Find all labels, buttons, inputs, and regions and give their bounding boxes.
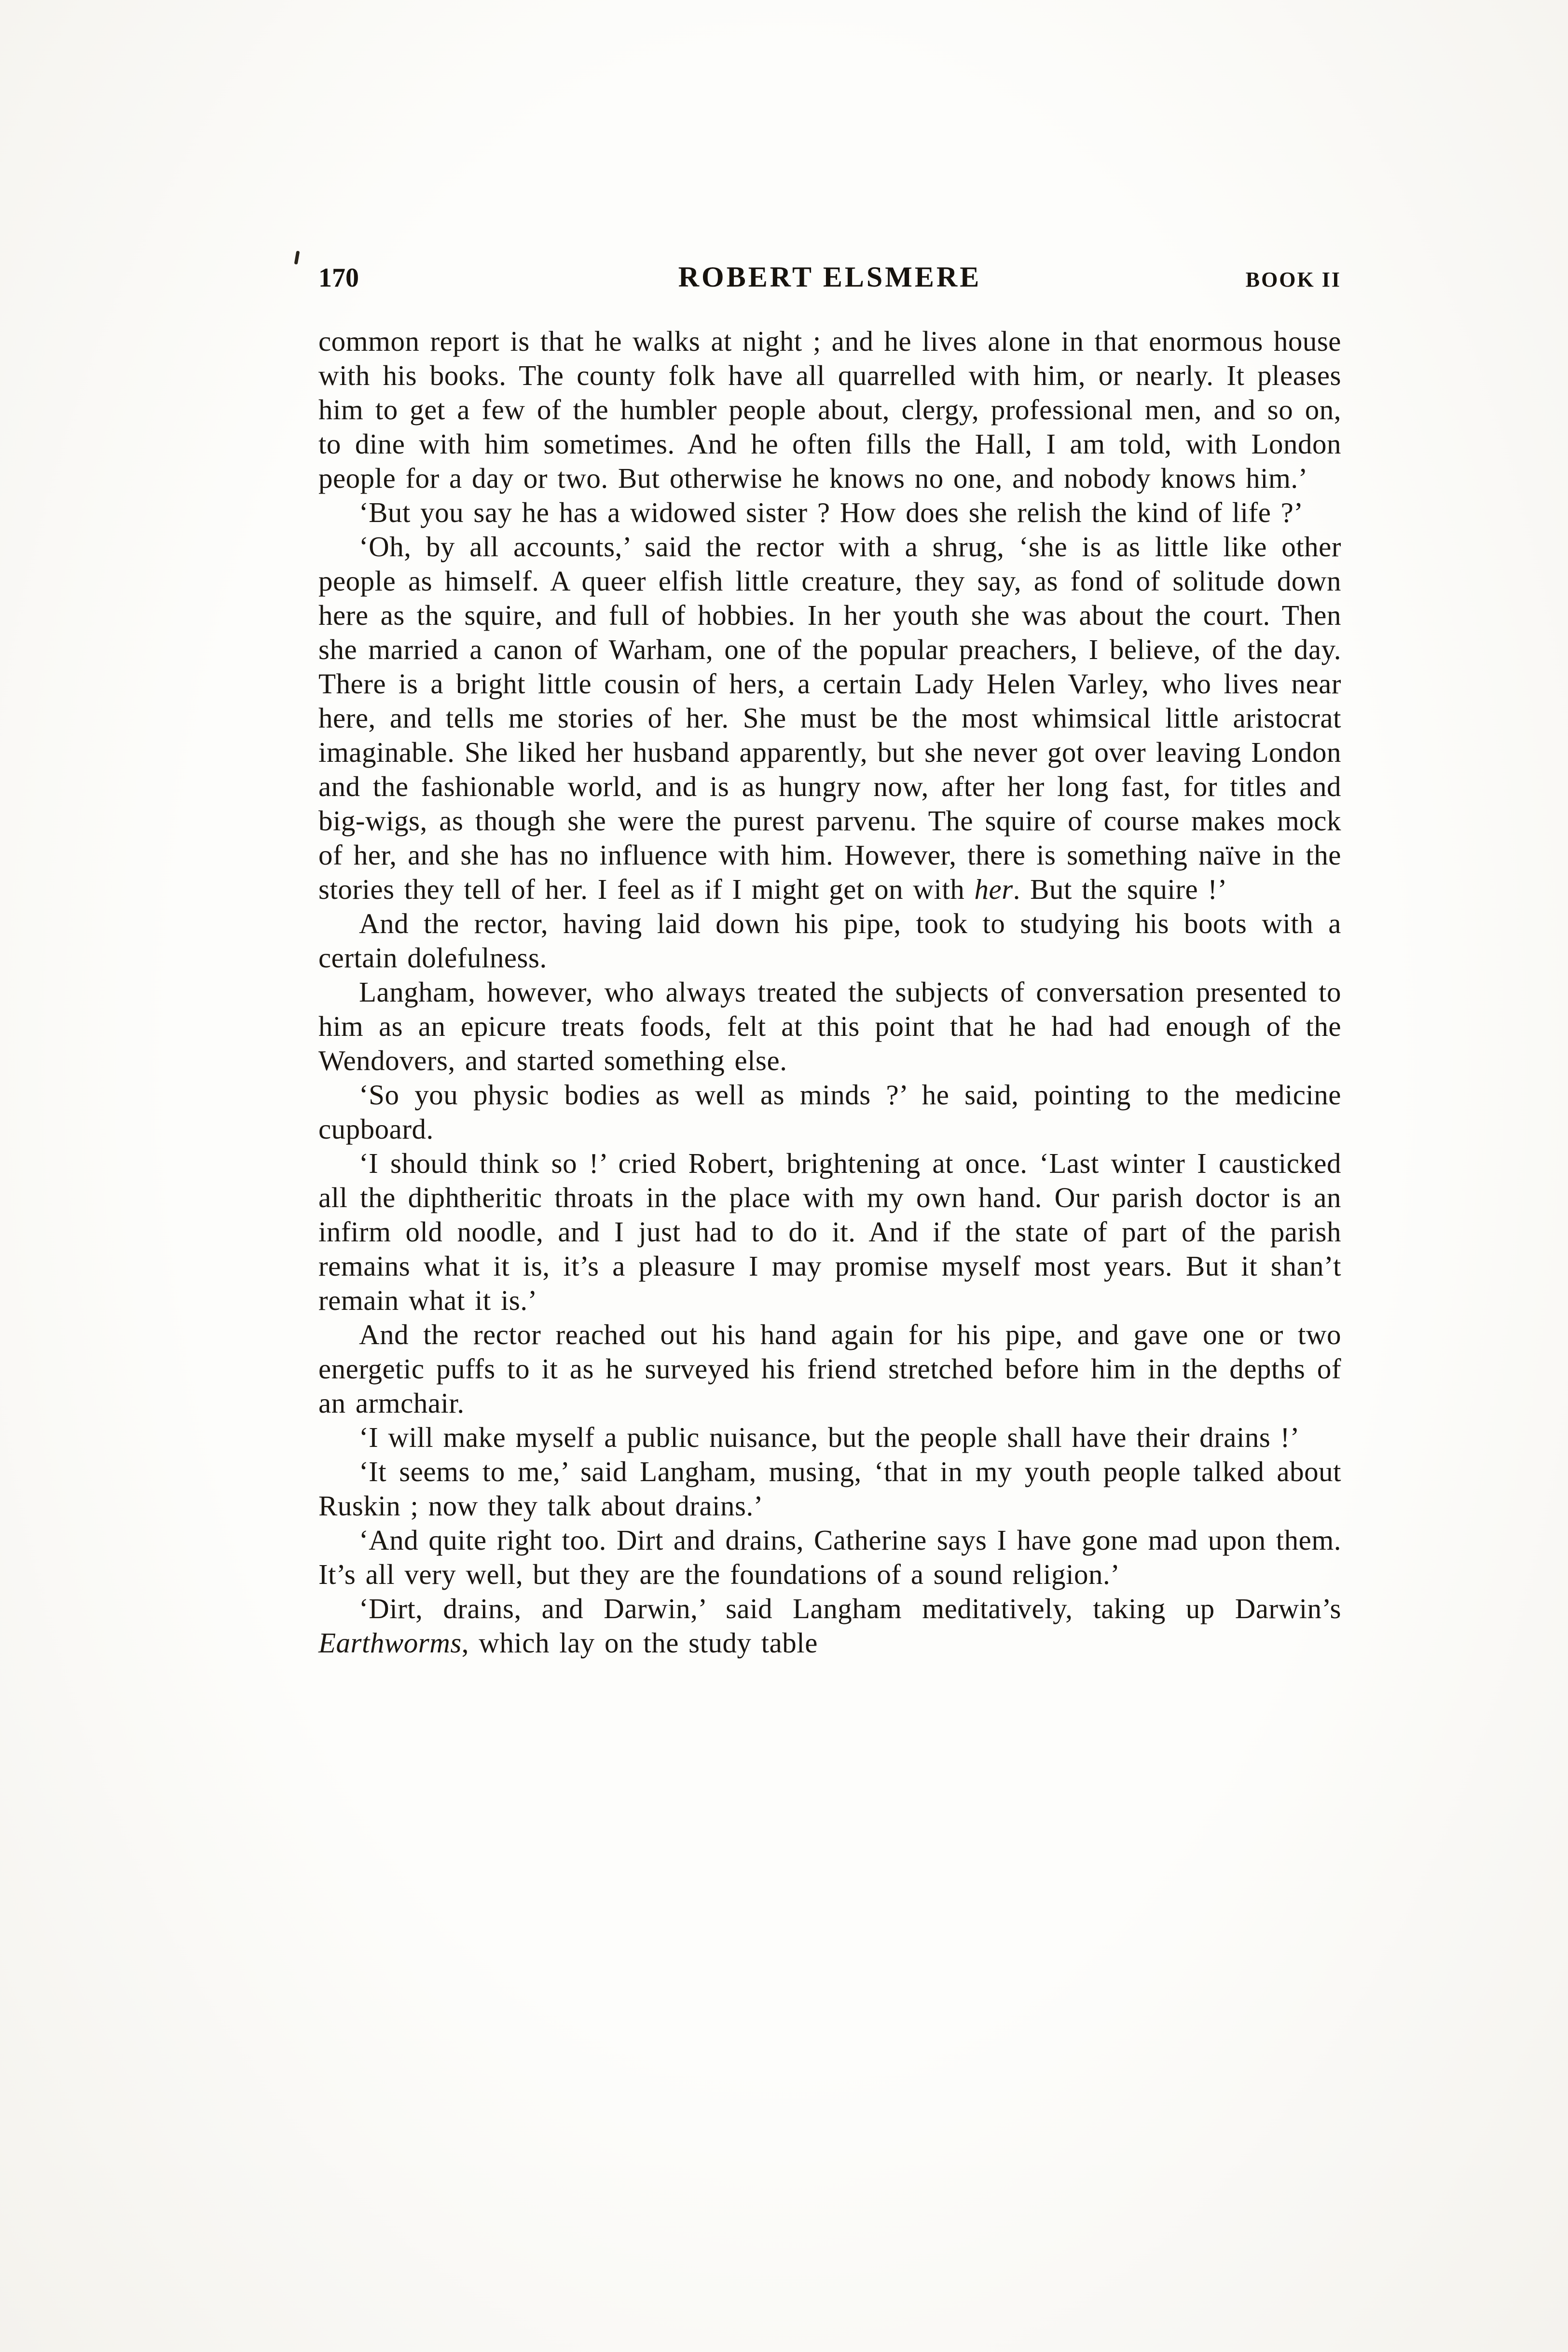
paragraph-text: ‘But you say he has a widowed sister ? How does she relish the kind of life ?’ bbox=[359, 496, 1304, 528]
paragraph-text: ‘Dirt, drains, and Darwin,’ said Langham meditatively, taking up Darwin’s bbox=[359, 1593, 1341, 1624]
paragraph bbox=[318, 975, 1341, 1078]
paragraph bbox=[318, 324, 1341, 495]
paragraph bbox=[318, 1592, 1341, 1660]
paragraph bbox=[318, 1146, 1341, 1318]
paragraph-text: , which lay on the study table bbox=[461, 1627, 818, 1659]
scan-artifact-mark bbox=[294, 251, 300, 265]
paragraph bbox=[318, 1318, 1341, 1420]
paragraph-text: ‘Oh, by all accounts,’ said the rector with a shrug, ‘she is as little like other people as himself. A queer elfish little creature, they say, as fond of solitude down here as the squire, and full of hobbies. In her youth she was about the court. Then she married a canon of Warham, one of the popular preachers, I believe, of the day. There is a bright little cousin of hers, a certain Lady Helen Varley, who lives near here, and tells me stories of her. She must be the most whimsical little aristocrat imaginable. She liked her husband apparently, but she never got over leaving London and the fashionable world, and is as hungry now, after her long fast, for titles and big-wigs, as though she were the purest parvenu. The squire of course makes mock of her, and she has no influence with him. However, there is something naïve in the stories they tell of her. I feel as if I might get on with bbox=[318, 531, 1341, 905]
page-body bbox=[318, 324, 1341, 1660]
paragraph-text: ‘And quite right too. Dirt and drains, Catherine says I have gone mad upon them. It’s all very well, but they are the foundations of a sound religion.’ bbox=[318, 1524, 1341, 1590]
paragraph-text: ‘It seems to me,’ said Langham, musing, ‘that in my youth people talked about Ruskin ; now they talk about drains.’ bbox=[318, 1456, 1341, 1522]
italic-text: Earthworms bbox=[318, 1627, 462, 1659]
paragraph bbox=[318, 1078, 1341, 1146]
paragraph-text: And the rector, having laid down his pipe, took to studying his boots with a certain dolefulness. bbox=[318, 908, 1341, 974]
page-number: 170 bbox=[318, 263, 359, 293]
italic-text: her bbox=[974, 873, 1013, 905]
page-header bbox=[318, 261, 1341, 294]
paragraph-text: ‘I will make myself a public nuisance, but the people shall have their drains !’ bbox=[359, 1421, 1300, 1453]
paragraph-text: Langham, however, who always treated the subjects of conversation presented to him as an epicure treats foods, felt at this point that he had had enough of the Wendovers, and started something else. bbox=[318, 976, 1341, 1076]
paragraph-text: . But the squire !’ bbox=[1013, 873, 1227, 905]
paragraph bbox=[318, 495, 1341, 530]
paragraph-text: common report is that he walks at night ; and he lives alone in that enormous house with his books. The county folk have all quarrelled with him, or nearly. It pleases him to get a few of the humbler people about, clergy, professional men, and so on, to dine with him sometimes. And he often fills the Hall, I am told, with London people for a day or two. But otherwise he knows no one, and nobody knows him.’ bbox=[318, 325, 1341, 494]
paragraph bbox=[318, 1455, 1341, 1523]
paragraph bbox=[318, 1523, 1341, 1592]
paragraph-text: And the rector reached out his hand again for his pipe, and gave one or two energetic puffs to it as he surveyed his friend stretched before him in the depths of an armchair. bbox=[318, 1319, 1341, 1419]
paragraph-text: ‘I should think so !’ cried Robert, brightening at once. ‘Last winter I causticked all the diphtheritic throats in the place with my own hand. Our parish doctor is an infirm old noodle, and I just had to do it. And if the state of part of the parish remains what it is, it’s a pleasure I may promise myself most years. But it shan’t remain what it is.’ bbox=[318, 1147, 1341, 1316]
paragraph bbox=[318, 907, 1341, 975]
running-title: ROBERT ELSMERE bbox=[678, 261, 982, 293]
paragraph bbox=[318, 1420, 1341, 1455]
paragraph-text: ‘So you physic bodies as well as minds ?’ he said, pointing to the medicine cupboard. bbox=[318, 1079, 1341, 1145]
paragraph bbox=[318, 530, 1341, 907]
book-section-label: BOOK II bbox=[1245, 268, 1341, 291]
